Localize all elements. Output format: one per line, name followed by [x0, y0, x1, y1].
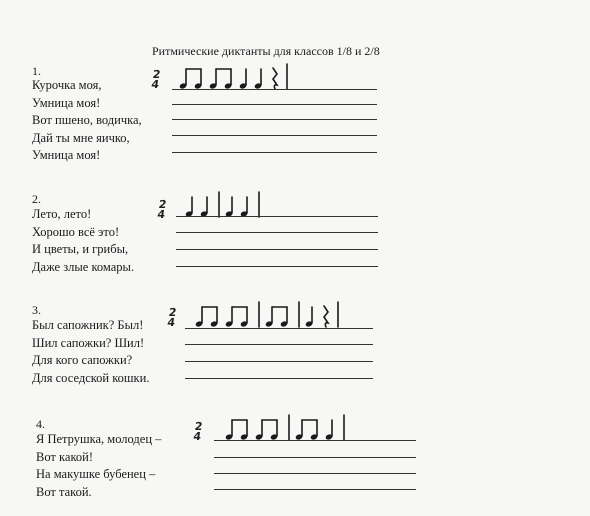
time-signature-bottom: 4 [166, 316, 176, 329]
quarter-note [239, 69, 247, 90]
verse-line: Вот какой! [36, 449, 93, 464]
answer-line [185, 344, 373, 345]
time-signature-bottom: 4 [156, 208, 166, 221]
exercise-verse [36, 431, 161, 501]
time-signature-bottom: 4 [150, 78, 160, 91]
time-signature [167, 308, 177, 328]
answer-line [176, 216, 378, 217]
rhythm-notation [196, 300, 396, 330]
verse-line: Умница моя! [32, 95, 101, 110]
quarter-note [200, 197, 208, 218]
answer-line [176, 249, 378, 250]
verse-line: И цветы, и грибы, [32, 242, 129, 257]
eighth-note-pair [225, 307, 248, 328]
answer-line [185, 361, 373, 362]
verse-line: Для соседской кошки. [32, 370, 150, 385]
verse-line: Лето, лето! [32, 207, 92, 221]
verse-line: На макушке бубенец – [36, 467, 156, 482]
exercise-number: 2. [32, 192, 41, 206]
answer-line [172, 89, 377, 90]
worksheet-title: Ритмические диктанты для классов 1/8 и 2/8 [152, 44, 380, 58]
exercise-number: 3. [32, 303, 41, 317]
rhythm-notation [226, 413, 426, 443]
time-signature-top: 2 [193, 420, 204, 433]
answer-line [172, 104, 377, 105]
eighth-note-pair [255, 420, 278, 441]
eighth-note-pair [179, 69, 202, 90]
rhythm-notation [180, 62, 380, 92]
quarter-note [225, 197, 233, 218]
answer-line [214, 457, 416, 458]
quarter-note [305, 307, 313, 328]
eighth-note-pair [225, 420, 248, 441]
eighth-note-pair [265, 307, 288, 328]
time-signature [151, 70, 161, 90]
answer-line [172, 135, 377, 136]
exercise-number: 4. [36, 417, 45, 431]
answer-line [185, 378, 373, 379]
exercise-verse [32, 317, 149, 387]
eighth-note-pair [295, 420, 318, 441]
time-signature-bottom: 4 [192, 430, 202, 443]
answer-line [185, 328, 373, 329]
verse-line: Дай ты мне яичко, [32, 130, 130, 145]
eighth-note-pair [195, 307, 218, 328]
time-signature-top: 2 [157, 198, 168, 211]
verse-line: Вот такой. [36, 484, 92, 499]
verse-line: Умница моя! [32, 148, 101, 163]
verse-line: Был сапожник? Был! [32, 318, 144, 332]
time-signature [157, 200, 167, 220]
time-signature [193, 422, 203, 442]
exercise-number: 1. [32, 64, 41, 78]
eighth-note-pair [209, 69, 232, 90]
exercise-verse [32, 77, 142, 165]
verse-line: Шил сапожки? Шил! [32, 335, 145, 350]
answer-line [176, 266, 378, 267]
quarter-rest [273, 68, 277, 89]
time-signature-top: 2 [167, 306, 178, 319]
quarter-note [185, 197, 193, 218]
answer-line [214, 489, 416, 490]
answer-line [214, 473, 416, 474]
verse-line: Вот пшено, водичка, [32, 113, 142, 128]
verse-line: Я Петрушка, молодец – [36, 432, 162, 446]
quarter-note [240, 197, 248, 218]
time-signature-top: 2 [151, 68, 162, 81]
verse-line: Курочка моя, [32, 78, 102, 92]
exercise-verse [32, 206, 134, 276]
answer-line [176, 232, 378, 233]
quarter-rest [324, 306, 328, 327]
answer-line [172, 152, 377, 153]
verse-line: Для кого сапожки? [32, 353, 133, 368]
answer-line [172, 119, 377, 120]
quarter-note [254, 69, 262, 90]
verse-line: Даже злые комары. [32, 259, 135, 274]
quarter-note [325, 420, 333, 441]
verse-line: Хорошо всё это! [32, 224, 120, 239]
answer-line [214, 440, 416, 441]
